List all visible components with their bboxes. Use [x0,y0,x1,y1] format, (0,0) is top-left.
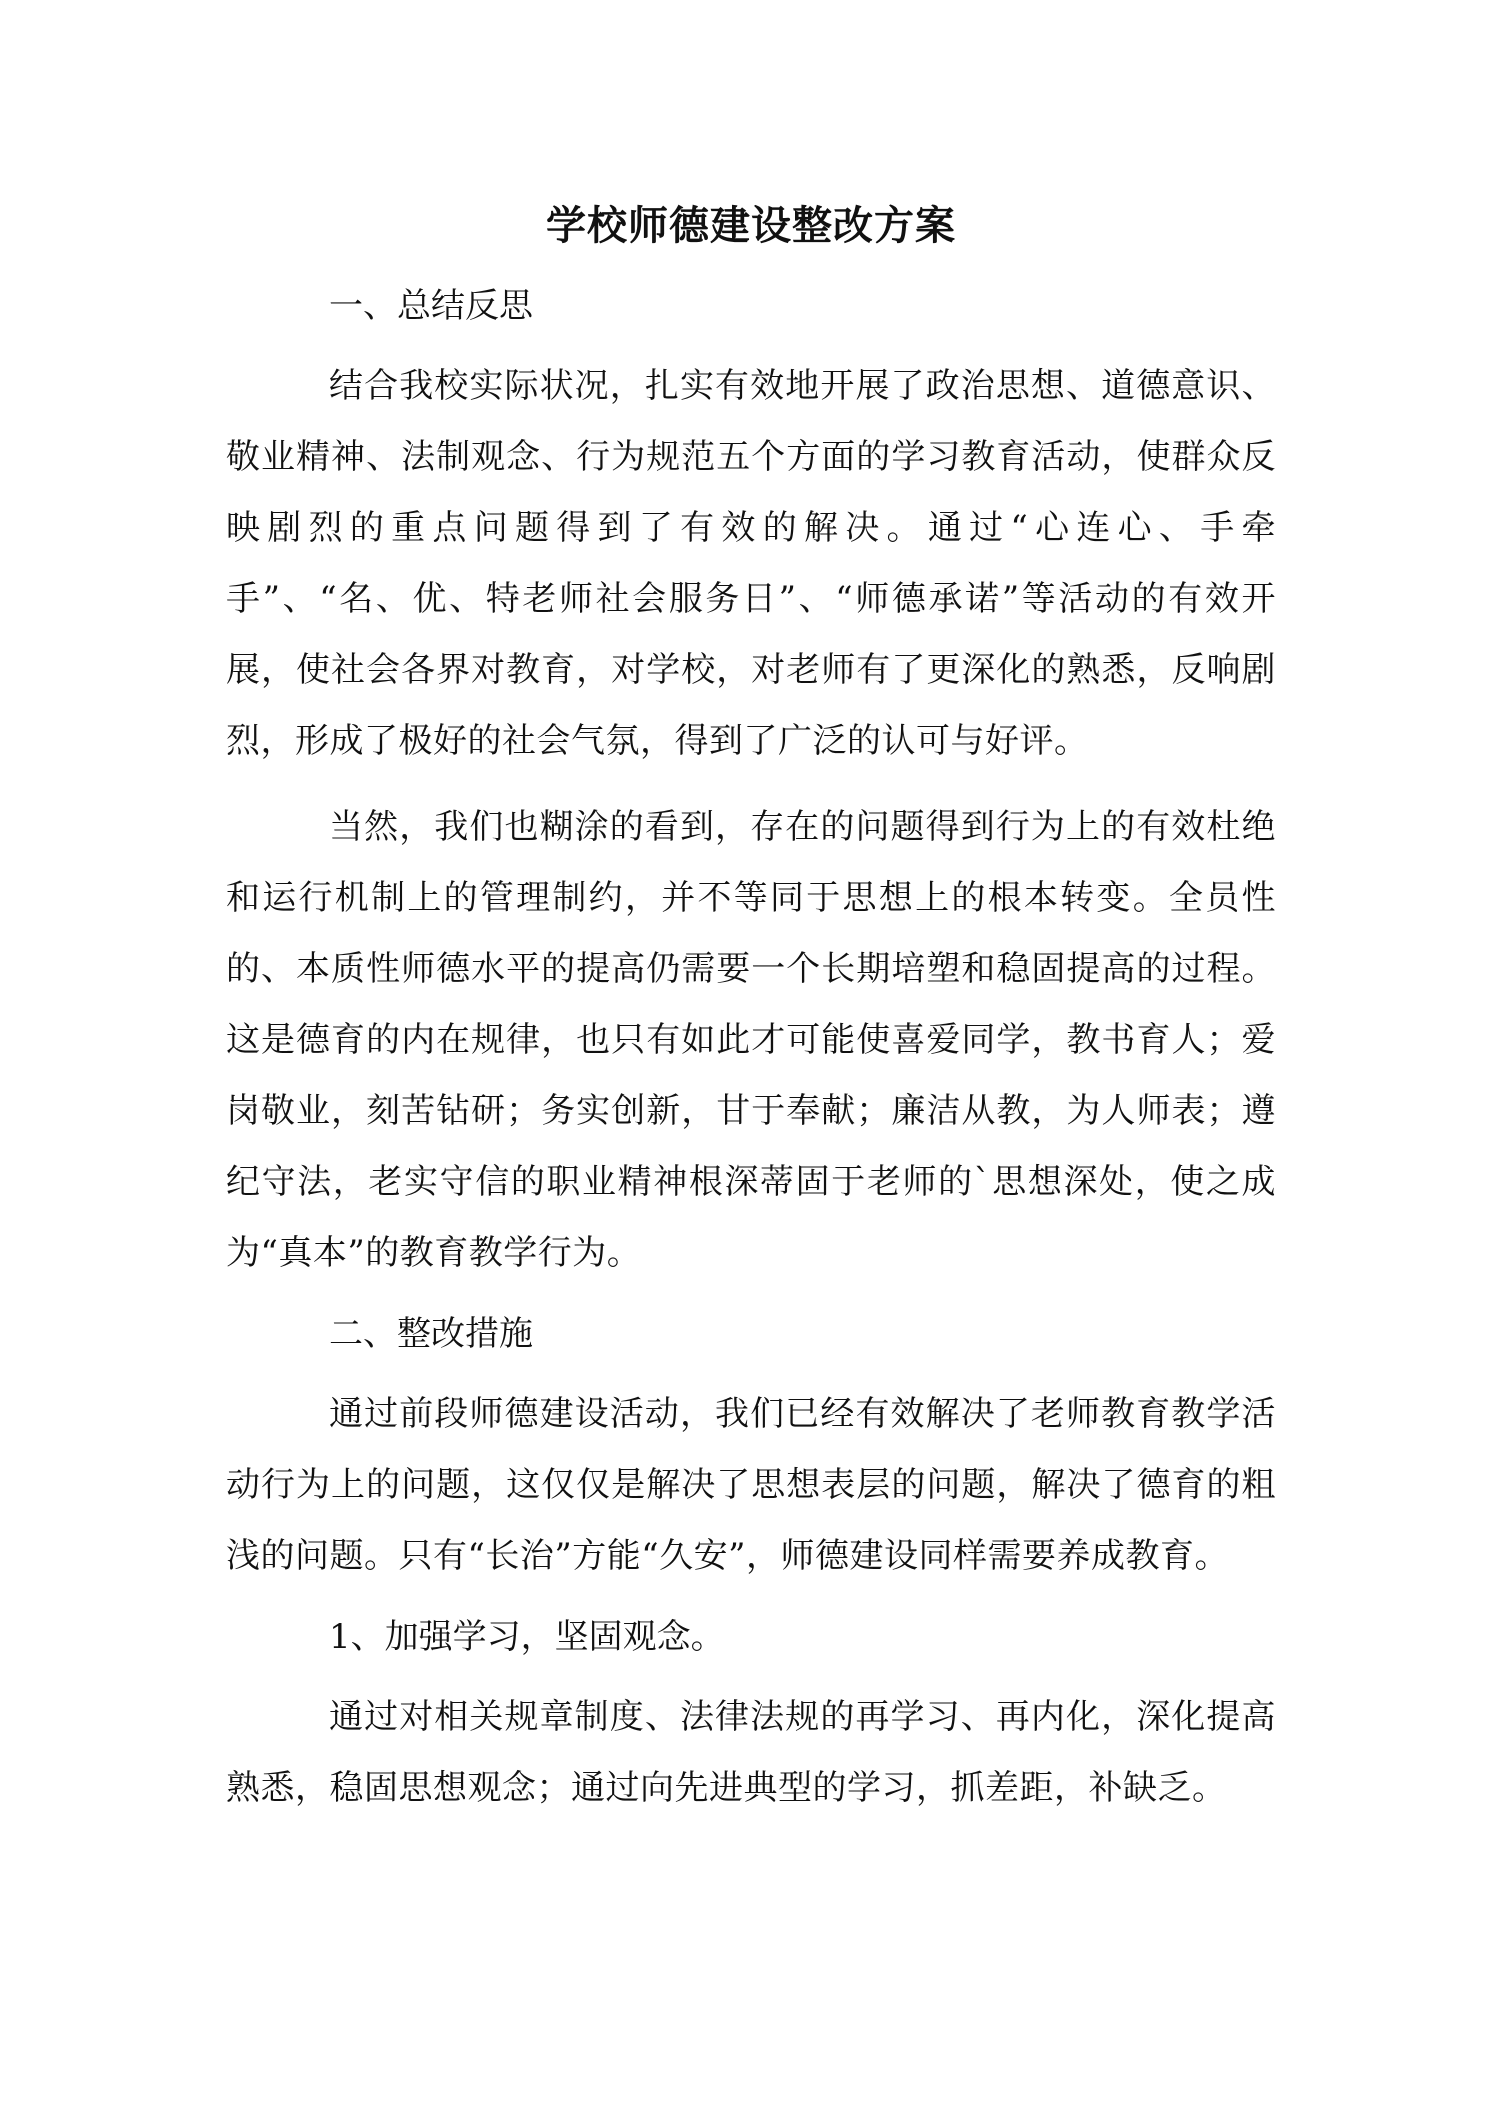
paragraph-summary-2: 当然，我们也糊涂的看到，存在的问题得到行为上的有效杜绝和运行机制上的管理制约，并不等同于思想上的根本转变。全员性的、本质性师德水平的提高仍需要一个长期培塑和稳固提高的过程。这是德育的内在规律，也只有如此才可能使喜爱同学，教书育人；爱岗敬业，刻苦钻研；务实创新，甘于奉献；廉洁从教，为人师表；遵纪守法，老实守信的职业精神根深蒂固于老师的`思想深处，使之成为“真本”的教育教学行为。 [226,807,1276,1273]
subsection-heading-study: 1、加强学习，坚固观念。 [329,1617,725,1657]
document-title: 学校师德建设整改方案 [546,202,956,249]
paragraph-summary-1: 结合我校实际状况，扎实有效地开展了政治思想、道德意识、敬业精神、法制观念、行为规范五个方面的学习教育活动，使群众反映剧烈的重点问题得到了有效的解决。通过“心连心、手牵手”、“名、优、特老师社会服务日”、“师德承诺”等活动的有效开展，使社会各界对教育，对学校，对老师有了更深化的熟悉，反响剧烈，形成了极好的社会气氛，得到了广泛的认可与好评。 [226,366,1276,761]
document-body [226,190,1276,1839]
title-spacer [226,262,1276,276]
paragraph-measures-1: 通过前段师德建设活动，我们已经有效解决了老师教育教学活动行为上的问题，这仅仅是解决了思想表层的问题，解决了德育的粗浅的问题。只有“长治”方能“久安”，师德建设同样需要养成教育。 [226,1394,1276,1576]
section-heading-summary: 一、总结反思 [329,286,533,326]
section-heading-measures: 二、整改措施 [329,1314,533,1354]
paragraph-study: 通过对相关规章制度、法律法规的再学习、再内化，深化提高熟悉，稳固思想观念；通过向先进典型的学习，抓差距，补缺乏。 [226,1697,1276,1808]
